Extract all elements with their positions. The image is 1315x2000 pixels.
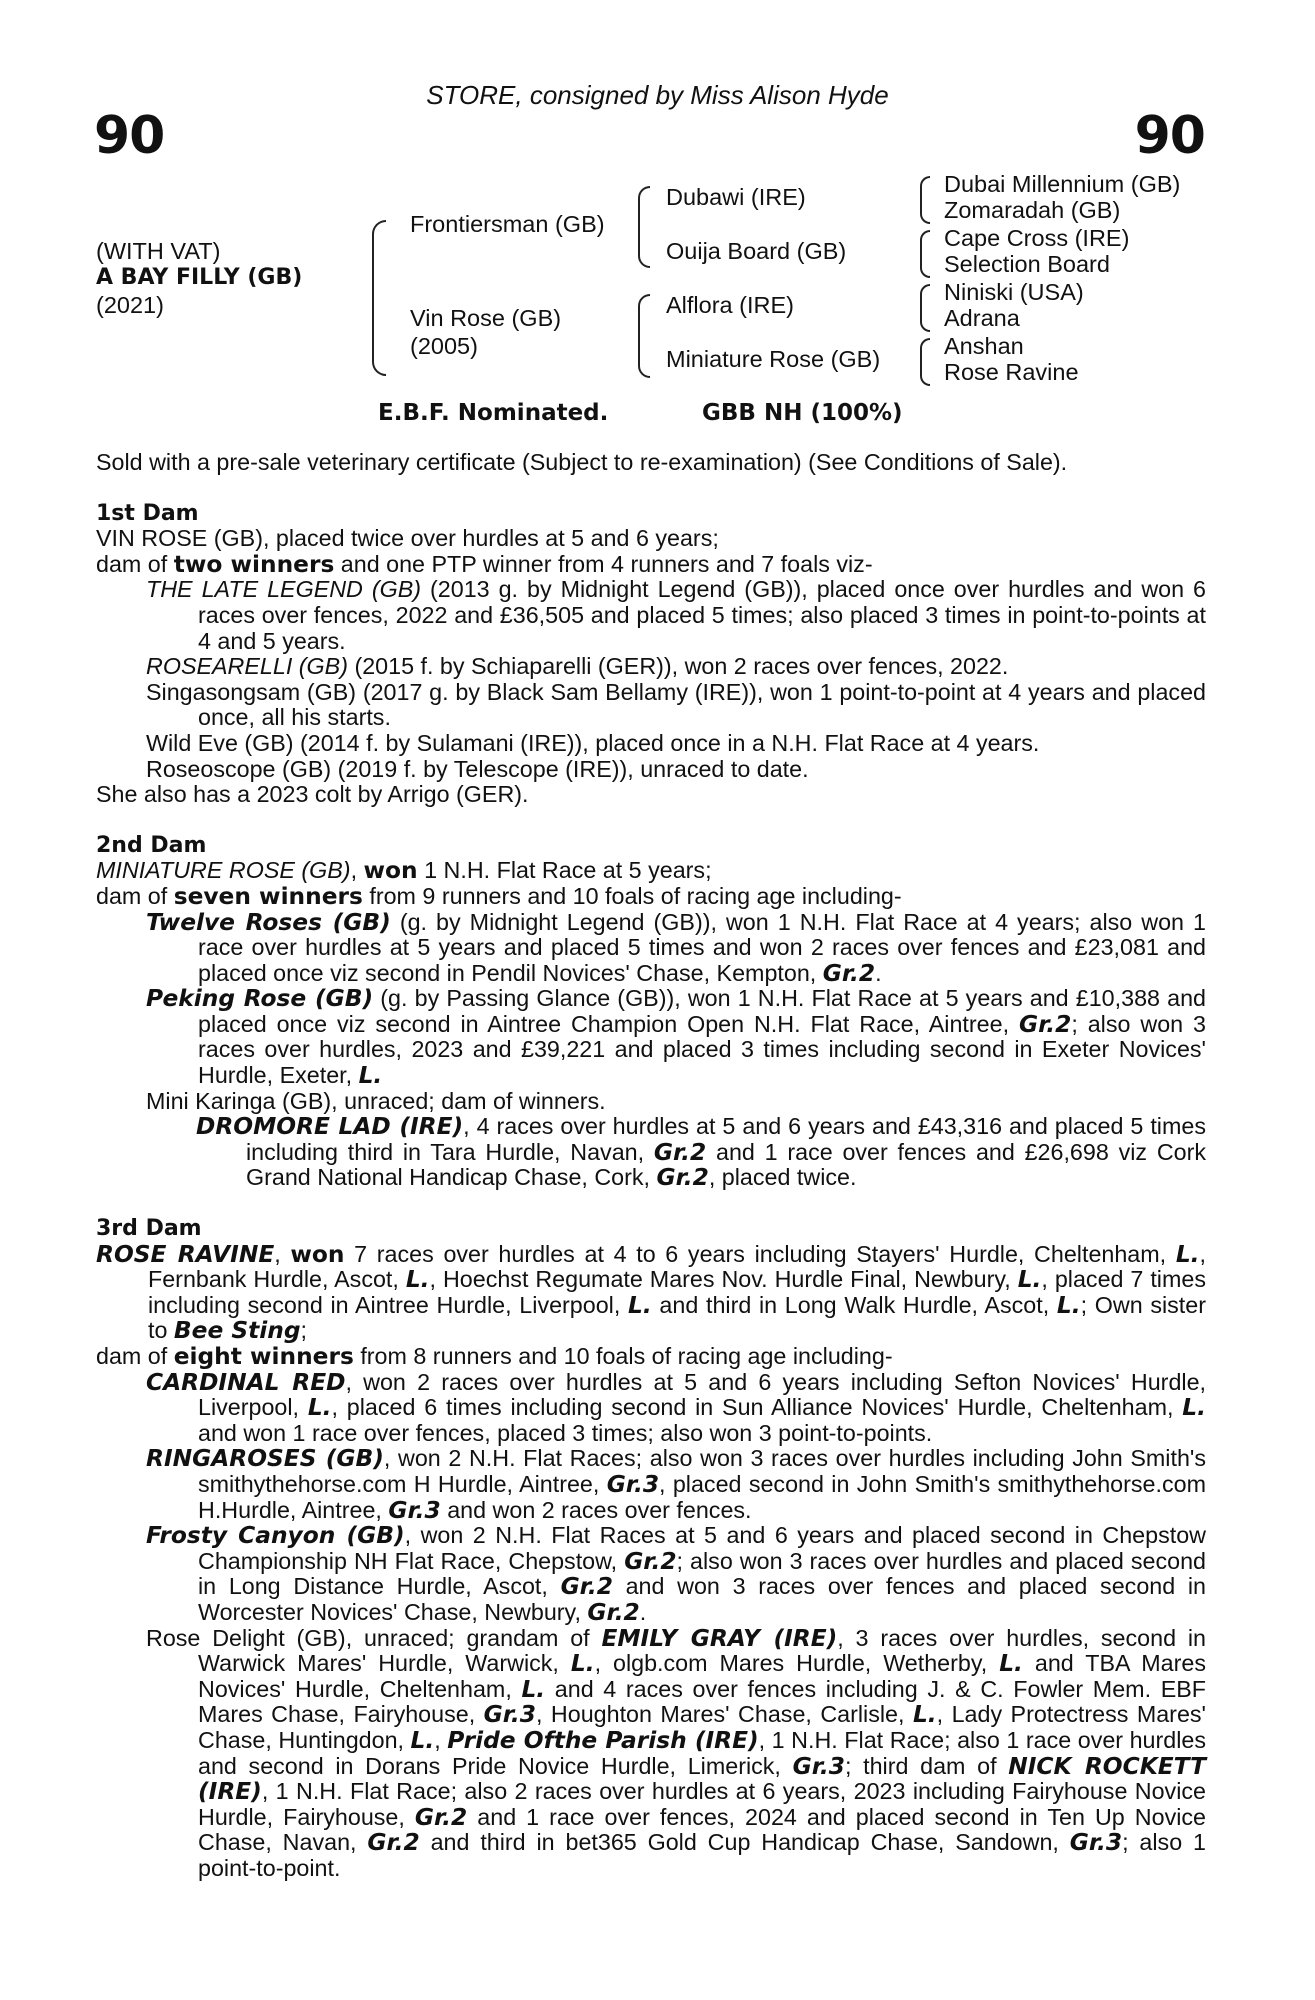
first-dam-line: VIN ROSE (GB), placed twice over hurdles at 5 and 6 years;: [96, 525, 719, 552]
third-dam-produce-line: dam of eight winners from 8 runners and 10 foals of racing age including-: [96, 1343, 893, 1370]
horse-name: A BAY FILLY (GB): [96, 265, 303, 290]
first-dam-produce-line: dam of two winners and one PTP winner from 4 runners and 7 foals viz-: [96, 550, 873, 578]
sd-sire: Cape Cross (IRE): [944, 225, 1130, 251]
produce-entry: Singasongsam (GB) (2017 g. by Black Sam Bellamy (IRE)), won 1 point-to-point at 4 years and placed once, all his starts.: [146, 678, 1206, 731]
sd-dam: Selection Board: [944, 251, 1110, 277]
produce-entry: Frosty Canyon (GB), won 2 N.H. Flat Races at 5 and 6 years and placed second in Chepstow Championship NH Flat Race, Chepstow, Gr.2; also won 3 races over hurdles and placed second in Long Distance Hurdle, Ascot, Gr.2 and won 3 races over fences and placed second in Worcester Novices' Chase, Newbury, Gr.2.: [146, 1522, 1207, 1626]
pedigree-brace: [372, 220, 386, 376]
third-dam-heading: 3rd Dam: [96, 1216, 202, 1242]
ss-dam: Zomaradah (GB): [944, 197, 1121, 223]
produce-entry: Rose Delight (GB), unraced; grandam of EMILY GRAY (IRE), 3 races over hurdles, second in Warwick Mares' Hurdle, Warwick, L., olgb.com Mares Hurdle, Wetherby, L. and TBA Mares Novices' Hurdle, Cheltenham, L. and 4 races over fences including J. & C. Fowler Mem. EBF Mares Chase, Fairyhouse, Gr.3, Houghton Mares' Chase, Carlisle, L., Lady Protectress Mares' Chase, Huntingdon, L., Pride Ofthe Parish (IRE), 1 N.H. Flat Race; also 1 race over hurdles and second in Dorans Pride Novice Hurdle, Limerick, Gr.3; third dam of NICK ROCKETT (IRE), 1 N.H. Flat Race; also 2 races over hurdles at 6 years, 2023 including Fairyhouse Novice Hurdle, Fairyhouse, Gr.2 and 1 race over fences, 2024 and placed second in Ten Up Novice Chase, Navan, Gr.2 and third in bet365 Gold Cup Handicap Chase, Sandown, Gr.3; also 1 point-to-point.: [146, 1624, 1207, 1881]
produce-note: She also has a 2023 colt by Arrigo (GER).: [96, 781, 529, 808]
dd-dam: Rose Ravine: [944, 359, 1079, 385]
first-dam-heading: 1st Dam: [96, 500, 199, 526]
produce-entry: Twelve Roses (GB) (g. by Midnight Legend (GB)), won 1 N.H. Flat Race at 4 years; also won 1 race over hurdles at 5 years and placed 5 times and won 2 races over fences and £23,081 and placed once viz second in Pendil Novices' Chase, Kempton, Gr.2.: [146, 908, 1206, 987]
produce-entry: RINGAROSES (GB), won 2 N.H. Flat Races; also won 3 races over hurdles including John Smith's smithythehorse.com H Hurdle, Aintree, Gr.3, placed second in John Smith's smithythehorse.com H.Hurdle, Aintree, Gr.3 and won 2 races over fences.: [146, 1445, 1206, 1524]
lot-number-right: 90: [1134, 106, 1205, 166]
sire: Frontiersman (GB): [410, 211, 605, 237]
sire-dam: Ouija Board (GB): [666, 238, 847, 264]
pedigree-brace: [920, 230, 930, 278]
pedigree-brace: [638, 186, 650, 268]
third-dam-line: ROSE RAVINE, won 7 races over hurdles at 4 to 6 years including Stayers' Hurdle, Cheltenham, L., Fernbank Hurdle, Ascot, L., Hoechst Regumate Mares Nov. Hurdle Final, Newbury, L., placed 7 times including second in Aintree Hurdle, Liverpool, L. and third in Long Walk Hurdle, Ascot, L.; Own sister to Bee Sting;: [96, 1240, 1206, 1345]
second-dam-heading: 2nd Dam: [96, 832, 207, 858]
produce-entry: Mini Karinga (GB), unraced; dam of winners.: [146, 1087, 606, 1114]
second-dam-line: MINIATURE ROSE (GB), won 1 N.H. Flat Race at 5 years;: [96, 857, 712, 885]
produce-entry: Peking Rose (GB) (g. by Passing Glance (GB)), won 1 N.H. Flat Race at 5 years and £10,388 and placed once viz second in Aintree Champion Open N.H. Flat Race, Aintree, Gr.2; also won 3 races over hurdles, 2023 and £39,221 and placed 3 times including second in Exeter Novices' Hurdle, Exeter, L.: [146, 985, 1206, 1090]
dd-sire: Anshan: [944, 333, 1024, 359]
dam-sire: Alflora (IRE): [666, 292, 794, 318]
sire-sire: Dubawi (IRE): [666, 184, 806, 210]
second-dam-produce-line: dam of seven winners from 9 runners and 10 foals of racing age including-: [96, 882, 902, 910]
gbb-status: GBB NH (100%): [702, 400, 903, 426]
ss-sire: Dubai Millennium (GB): [944, 171, 1181, 197]
vet-note: Sold with a pre-sale veterinary certificate (Subject to re-examination) (See Conditions of Sale).: [96, 449, 1068, 475]
dam-dam: Miniature Rose (GB): [666, 346, 881, 372]
produce-entry: Roseoscope (GB) (2019 f. by Telescope (IRE)), unraced to date.: [146, 755, 809, 782]
pedigree-brace: [920, 338, 930, 386]
produce-entry: Wild Eve (GB) (2014 f. by Sulamani (IRE)), placed once in a N.H. Flat Race at 4 years.: [146, 729, 1040, 756]
pedigree-notes: [96, 450, 1206, 1881]
pedigree-brace: [638, 294, 650, 378]
produce-entry: CARDINAL RED, won 2 races over hurdles at 5 and 6 years including Sefton Novices' Hurdle, Liverpool, L., placed 6 times including second in Sun Alliance Novices' Hurdle, Cheltenham, L. and won 1 race over fences, placed 3 times; also won 3 point-to-points.: [146, 1368, 1207, 1446]
ebf-nominated: E.B.F. Nominated.: [378, 400, 609, 426]
produce-entry: ROSEARELLI (GB) (2015 f. by Schiaparelli (GER)), won 2 races over fences, 2022.: [146, 653, 1009, 680]
pedigree-brace: [920, 284, 930, 332]
pedigree-brace: [920, 176, 930, 224]
ds-sire: Niniski (USA): [944, 279, 1084, 305]
dam-year: (2005): [410, 333, 478, 359]
dam: Vin Rose (GB): [410, 305, 562, 331]
ds-dam: Adrana: [944, 305, 1020, 331]
produce-entry: THE LATE LEGEND (GB) (2013 g. by Midnight Legend (GB)), placed once over hurdles and won 6 races over fences, 2022 and £36,505 and placed 5 times; also placed 3 times in point-to-points at 4 and 5 years.: [146, 576, 1207, 654]
consignor-line: STORE, consigned by Miss Alison Hyde: [426, 80, 889, 110]
horse-year: (2021): [96, 292, 164, 318]
vat-note: (WITH VAT): [96, 238, 221, 264]
produce-entry: DROMORE LAD (IRE), 4 races over hurdles at 5 and 6 years and £43,316 and placed 5 times including third in Tara Hurdle, Navan, Gr.2 and 1 race over fences and £26,698 viz Cork Grand National Handicap Chase, Cork, Gr.2, placed twice.: [196, 1113, 1207, 1192]
lot-number-left: 90: [94, 106, 165, 166]
